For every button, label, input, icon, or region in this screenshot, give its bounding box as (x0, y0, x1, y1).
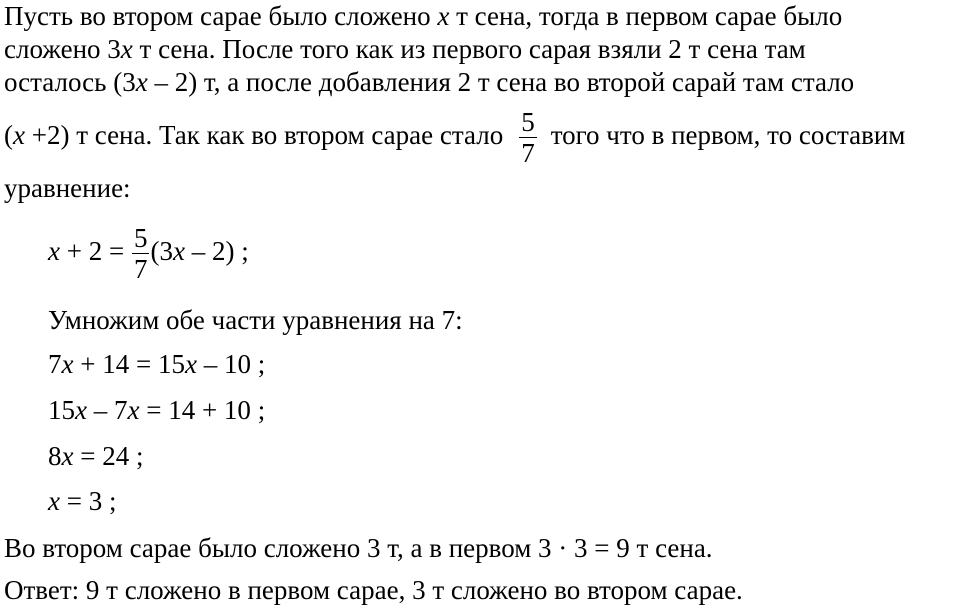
paragraph-line-2 (4, 33, 806, 65)
var-x: x (48, 236, 60, 266)
fraction (519, 107, 537, 168)
equation-text: 7 (48, 349, 62, 379)
equation-text: ; (129, 441, 144, 471)
paragraph-line-3 (4, 66, 854, 98)
text: т сена. После того как из первого сарая взяли 2 т сена там (132, 34, 806, 64)
paragraph-line-5 (4, 172, 131, 204)
var-x: x (135, 67, 148, 97)
var-x: x (75, 395, 87, 425)
text: т сена, тогда в первом сарае было (449, 1, 843, 31)
var-x: x (120, 34, 133, 64)
equation-step-4 (48, 486, 116, 517)
multiply-text: Умножим обе части уравнения на 7: (48, 305, 463, 335)
text: – 2) т, а после добавления 2 т сена во второй сарай там стало (147, 67, 855, 97)
equation-text: ; (250, 395, 266, 425)
var-x: x (61, 441, 74, 471)
equation-step-1 (48, 349, 265, 380)
equation-text: = 3 (59, 486, 103, 516)
equation-text: – 10 (196, 349, 251, 379)
answer-text: Ответ: 9 т сложено в первом сарае, 3 т сложено во втором сарае. (4, 575, 743, 605)
equation-text: (3 (150, 236, 173, 266)
text: Пусть во втором сарае было сложено (4, 1, 438, 31)
fraction-numerator: 5 (133, 223, 148, 254)
equation-text: – 7 (86, 395, 128, 425)
text: того что в первом, то составим (550, 120, 906, 150)
equation-text: = 24 (73, 441, 130, 471)
paragraph-line-4 (4, 100, 905, 170)
paragraph-line-1 (4, 0, 842, 32)
text: ( (4, 120, 13, 150)
text: +2) т сена. Так как во втором сарае стало (24, 120, 504, 150)
fraction-denominator: 7 (521, 138, 535, 169)
equation-text: 15 (48, 395, 75, 425)
var-x: x (437, 1, 450, 31)
var-x: x (13, 120, 25, 150)
equation-step-3 (48, 441, 143, 472)
fraction (132, 223, 150, 284)
equation-text: + 14 = 15 (73, 349, 185, 379)
text: сложено 3 (4, 34, 121, 64)
equation-step-2 (48, 395, 265, 426)
conclusion-text: Во втором сарае было сложено 3 т, а в первом 3 · 3 = 9 т сена. (4, 533, 713, 563)
var-x: x (61, 349, 74, 379)
text: осталось (3 (4, 67, 136, 97)
equation-text: 8 (48, 441, 62, 471)
equation-text: + 2 = (59, 236, 131, 266)
var-x: x (48, 486, 60, 516)
equation-text: ; (234, 236, 249, 266)
fraction-numerator: 5 (521, 107, 535, 138)
equation-text: ; (102, 486, 117, 516)
equation-text: – 2) (184, 236, 235, 266)
equation-text: ; (250, 349, 266, 379)
var-x: x (127, 395, 140, 425)
equation-text: = 14 + 10 (139, 395, 251, 425)
equation-1 (48, 216, 249, 286)
var-x: x (184, 349, 197, 379)
fraction-denominator: 7 (133, 254, 148, 285)
var-x: x (172, 236, 185, 266)
text: уравнение: (4, 173, 131, 203)
